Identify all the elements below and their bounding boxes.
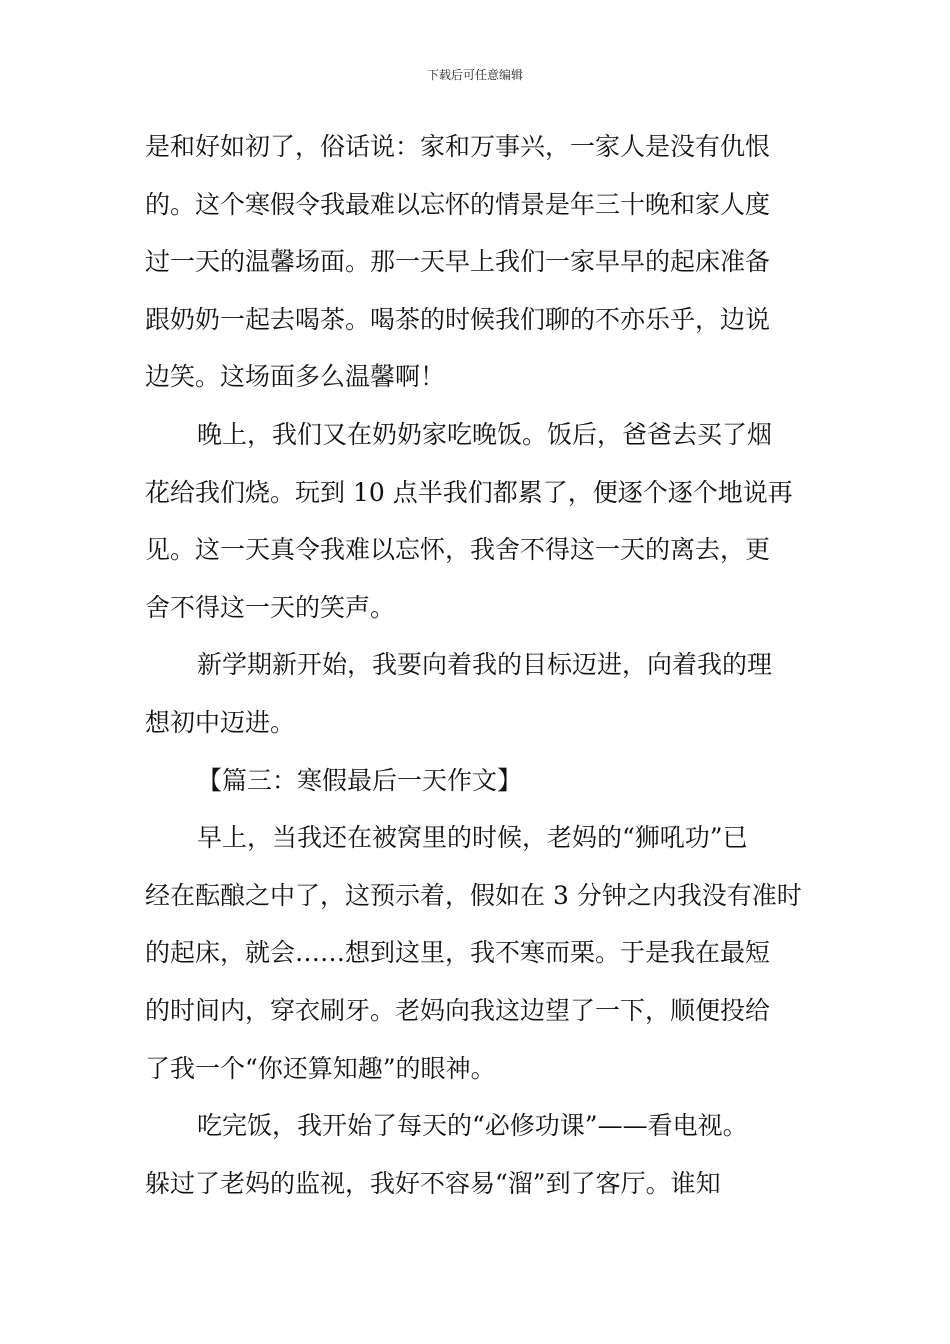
section-heading: 【篇三：寒假最后一天作文】	[197, 765, 523, 795]
text-line: 想初中迈进。	[145, 707, 296, 737]
text-line: 过一天的温馨场面。那一天早上我们一家早早的起床准备	[145, 247, 771, 277]
text-line: 躲过了老妈的监视，我好不容易“溜”到了客厅。谁知	[145, 1168, 721, 1198]
text-line: 见。这一天真令我难以忘怀，我舍不得这一天的离去，更	[145, 535, 771, 565]
text-line: 早上，当我还在被窝里的时候，老妈的“狮吼功”已	[197, 823, 748, 853]
text-line: 跟奶奶一起去喝茶。喝茶的时候我们聊的不亦乐乎，边说	[145, 304, 771, 334]
body-text	[145, 118, 807, 1212]
text-line: 花给我们烧。玩到 10 点半我们都累了，便逐个逐个地说再	[145, 477, 793, 507]
text-line: 舍不得这一天的笑声。	[145, 592, 396, 622]
text-line: 了我一个“你还算知趣”的眼神。	[145, 1053, 496, 1083]
text-line: 经在酝酿之中了，这预示着，假如在 3 分钟之内我没有准时	[145, 880, 802, 910]
text-line: 的起床，就会……想到这里，我不寒而栗。于是我在最短	[145, 938, 771, 968]
text-line: 吃完饭，我开始了每天的“必修功课”——看电视。	[197, 1111, 748, 1141]
text-line: 边笑。这场面多么温馨啊！	[145, 362, 446, 392]
text-line: 是和好如初了，俗话说：家和万事兴，一家人是没有仇恨	[145, 132, 771, 161]
text-line: 的。这个寒假令我最难以忘怀的情景是年三十晚和家人度	[145, 189, 771, 219]
text-line: 的时间内，穿衣刷牙。老妈向我这边望了一下，顺便投给	[145, 995, 771, 1025]
text-line: 新学期新开始，我要向着我的目标迈进，向着我的理	[197, 650, 773, 680]
page-header: 下载后可任意编辑	[426, 68, 523, 82]
text-line: 晚上，我们又在奶奶家吃晚饭。饭后，爸爸去买了烟	[197, 419, 773, 449]
